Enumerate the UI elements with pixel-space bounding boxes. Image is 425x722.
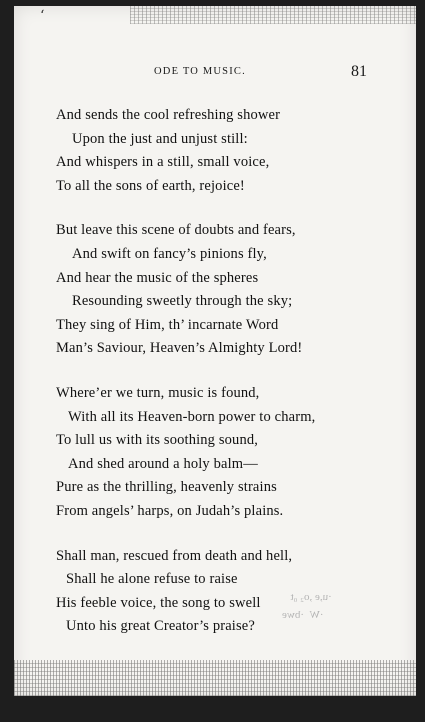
poem-line: Upon the just and unjust still: bbox=[72, 130, 248, 147]
page-number: 81 bbox=[351, 63, 367, 80]
running-title: ODE TO MUSIC. bbox=[154, 66, 246, 77]
stanza-2 bbox=[0, 219, 425, 361]
stanza-3 bbox=[0, 382, 425, 524]
scan-noise-bottom bbox=[14, 660, 416, 696]
poem-line: But leave this scene of doubts and fears, bbox=[56, 222, 296, 239]
poem-line: And whispers in a still, small voice, bbox=[56, 154, 270, 171]
poem-line: They sing of Him, th’ incarnate Word bbox=[56, 316, 279, 333]
poem-line: His feeble voice, the song to swell bbox=[56, 594, 261, 611]
poem-line: And shed around a holy balm— bbox=[68, 455, 258, 472]
poem-line: To all the sons of earth, rejoice! bbox=[56, 177, 245, 194]
poem-line: Pure as the thrilling, heavenly strains bbox=[56, 479, 277, 496]
scan-noise-top bbox=[130, 6, 416, 24]
poem-line: With all its Heaven-born power to charm, bbox=[68, 408, 316, 425]
poem-body bbox=[0, 104, 425, 660]
show-through-text: ·u,e ,o₂ ₀t ·W ·bwe bbox=[282, 591, 332, 621]
poem-line: And swift on fancy’s pinions fly, bbox=[72, 245, 267, 262]
poem-line: Resounding sweetly through the sky; bbox=[72, 293, 293, 310]
margin-mark: ‘ bbox=[40, 8, 45, 24]
stanza-4 bbox=[0, 545, 425, 639]
poem-line: Man’s Saviour, Heaven’s Almighty Lord! bbox=[56, 340, 303, 357]
poem-line: To lull us with its soothing sound, bbox=[56, 432, 259, 449]
page-header bbox=[0, 63, 425, 84]
poem-line: Unto his great Creator’s praise? bbox=[66, 618, 255, 635]
poem-line: And hear the music of the spheres bbox=[56, 269, 259, 286]
poem-line: From angels’ harps, on Judah’s plains. bbox=[56, 502, 284, 519]
stanza-1 bbox=[0, 104, 425, 198]
poem-line: And sends the cool refreshing shower bbox=[56, 107, 281, 123]
poem-line: Shall he alone refuse to raise bbox=[66, 571, 238, 588]
poem-line: Where’er we turn, music is found, bbox=[56, 384, 260, 401]
poem-line: Shall man, rescued from death and hell, bbox=[56, 547, 293, 564]
